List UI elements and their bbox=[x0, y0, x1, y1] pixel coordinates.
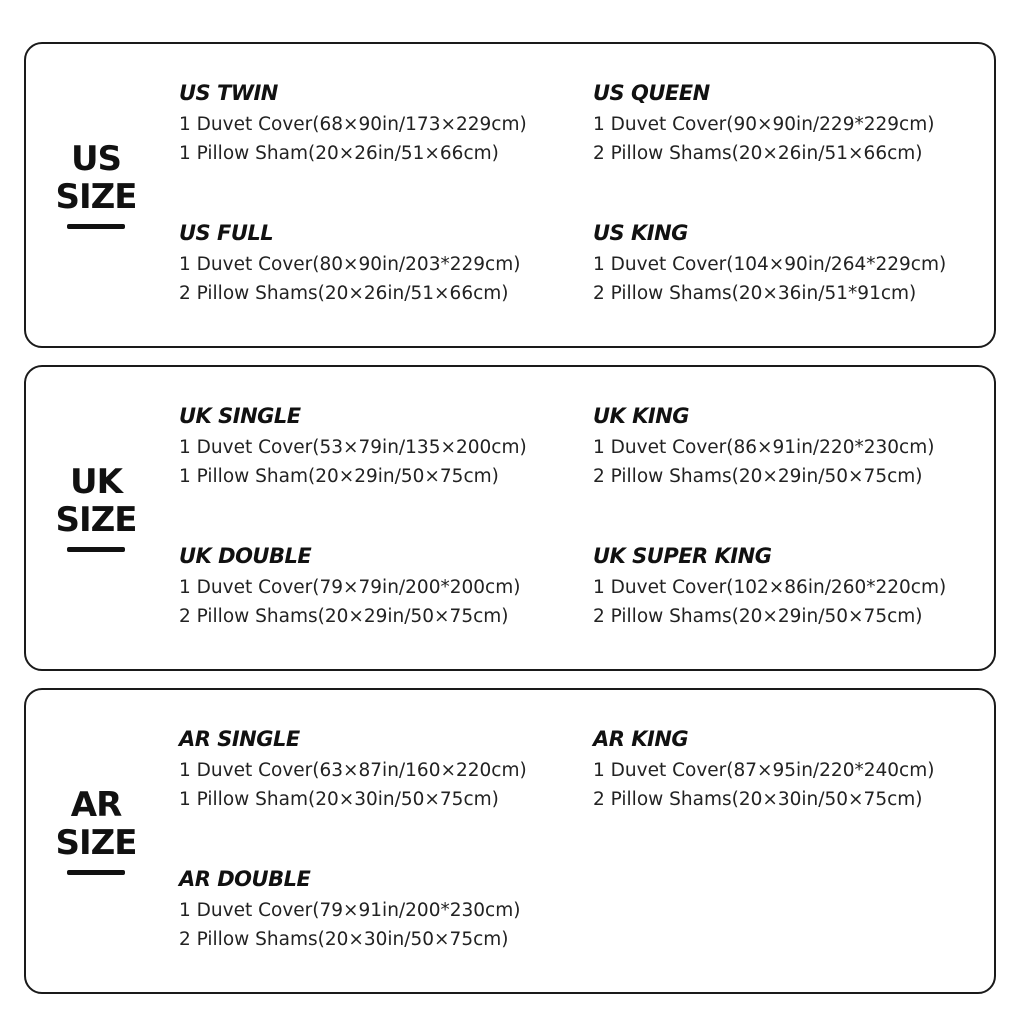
pillow-sham-spec: 2 Pillow Shams(20×29in/50×75cm) bbox=[593, 466, 923, 487]
size-title: UK SINGLE bbox=[179, 404, 301, 428]
duvet-cover-spec: 1 Duvet Cover(53×79in/135×200cm) bbox=[179, 437, 527, 458]
size-title: UK KING bbox=[593, 404, 690, 428]
size-entry-ar-king bbox=[593, 726, 993, 814]
size-entry-uk-king bbox=[593, 403, 993, 491]
size-title: US TWIN bbox=[179, 81, 278, 105]
us-size-panel bbox=[24, 42, 996, 348]
region-label-line2: SIZE bbox=[55, 823, 137, 863]
size-title: AR SINGLE bbox=[179, 727, 300, 751]
pillow-sham-spec: 1 Pillow Sham(20×30in/50×75cm) bbox=[179, 789, 499, 810]
size-entry-us-twin bbox=[179, 80, 579, 168]
ar-size-panel bbox=[24, 688, 996, 994]
size-title: US QUEEN bbox=[593, 81, 710, 105]
size-entry-uk-super-king bbox=[593, 543, 993, 631]
size-title: AR DOUBLE bbox=[179, 867, 311, 891]
duvet-cover-spec: 1 Duvet Cover(86×91in/220*230cm) bbox=[593, 437, 935, 458]
region-label-line2: SIZE bbox=[55, 500, 137, 540]
region-label-line1: AR bbox=[70, 785, 122, 825]
pillow-sham-spec: 2 Pillow Shams(20×30in/50×75cm) bbox=[179, 929, 509, 950]
pillow-sham-spec: 2 Pillow Shams(20×36in/51*91cm) bbox=[593, 283, 917, 304]
size-title: US KING bbox=[593, 221, 688, 245]
duvet-cover-spec: 1 Duvet Cover(79×91in/200*230cm) bbox=[179, 900, 521, 921]
duvet-cover-spec: 1 Duvet Cover(79×79in/200*200cm) bbox=[179, 577, 521, 598]
size-entry-us-king bbox=[593, 220, 993, 308]
region-label-line2: SIZE bbox=[55, 177, 137, 217]
duvet-cover-spec: 1 Duvet Cover(90×90in/229*229cm) bbox=[593, 114, 935, 135]
duvet-cover-spec: 1 Duvet Cover(68×90in/173×229cm) bbox=[179, 114, 527, 135]
region-label bbox=[48, 463, 144, 552]
pillow-sham-spec: 2 Pillow Shams(20×26in/51×66cm) bbox=[593, 143, 923, 164]
pillow-sham-spec: 2 Pillow Shams(20×30in/50×75cm) bbox=[593, 789, 923, 810]
duvet-cover-spec: 1 Duvet Cover(87×95in/220*240cm) bbox=[593, 760, 935, 781]
region-underline bbox=[67, 870, 125, 875]
duvet-cover-spec: 1 Duvet Cover(102×86in/260*220cm) bbox=[593, 577, 947, 598]
duvet-cover-spec: 1 Duvet Cover(104×90in/264*229cm) bbox=[593, 254, 947, 275]
size-entry-ar-double bbox=[179, 866, 579, 954]
size-title: US FULL bbox=[179, 221, 274, 245]
pillow-sham-spec: 2 Pillow Shams(20×29in/50×75cm) bbox=[593, 606, 923, 627]
size-title: AR KING bbox=[593, 727, 689, 751]
size-entry-us-full bbox=[179, 220, 579, 308]
size-title: UK DOUBLE bbox=[179, 544, 312, 568]
size-entry-ar-single bbox=[179, 726, 579, 814]
region-label-line1: US bbox=[70, 139, 122, 179]
duvet-cover-spec: 1 Duvet Cover(80×90in/203*229cm) bbox=[179, 254, 521, 275]
duvet-cover-spec: 1 Duvet Cover(63×87in/160×220cm) bbox=[179, 760, 527, 781]
pillow-sham-spec: 2 Pillow Shams(20×29in/50×75cm) bbox=[179, 606, 509, 627]
size-entry-uk-double bbox=[179, 543, 579, 631]
pillow-sham-spec: 1 Pillow Sham(20×26in/51×66cm) bbox=[179, 143, 499, 164]
size-entry-uk-single bbox=[179, 403, 579, 491]
region-underline bbox=[67, 547, 125, 552]
pillow-sham-spec: 1 Pillow Sham(20×29in/50×75cm) bbox=[179, 466, 499, 487]
uk-size-panel bbox=[24, 365, 996, 671]
size-entry-us-queen bbox=[593, 80, 993, 168]
region-label-line1: UK bbox=[70, 462, 122, 502]
region-label bbox=[48, 140, 144, 229]
region-underline bbox=[67, 224, 125, 229]
pillow-sham-spec: 2 Pillow Shams(20×26in/51×66cm) bbox=[179, 283, 509, 304]
size-title: UK SUPER KING bbox=[593, 544, 772, 568]
region-label bbox=[48, 786, 144, 875]
